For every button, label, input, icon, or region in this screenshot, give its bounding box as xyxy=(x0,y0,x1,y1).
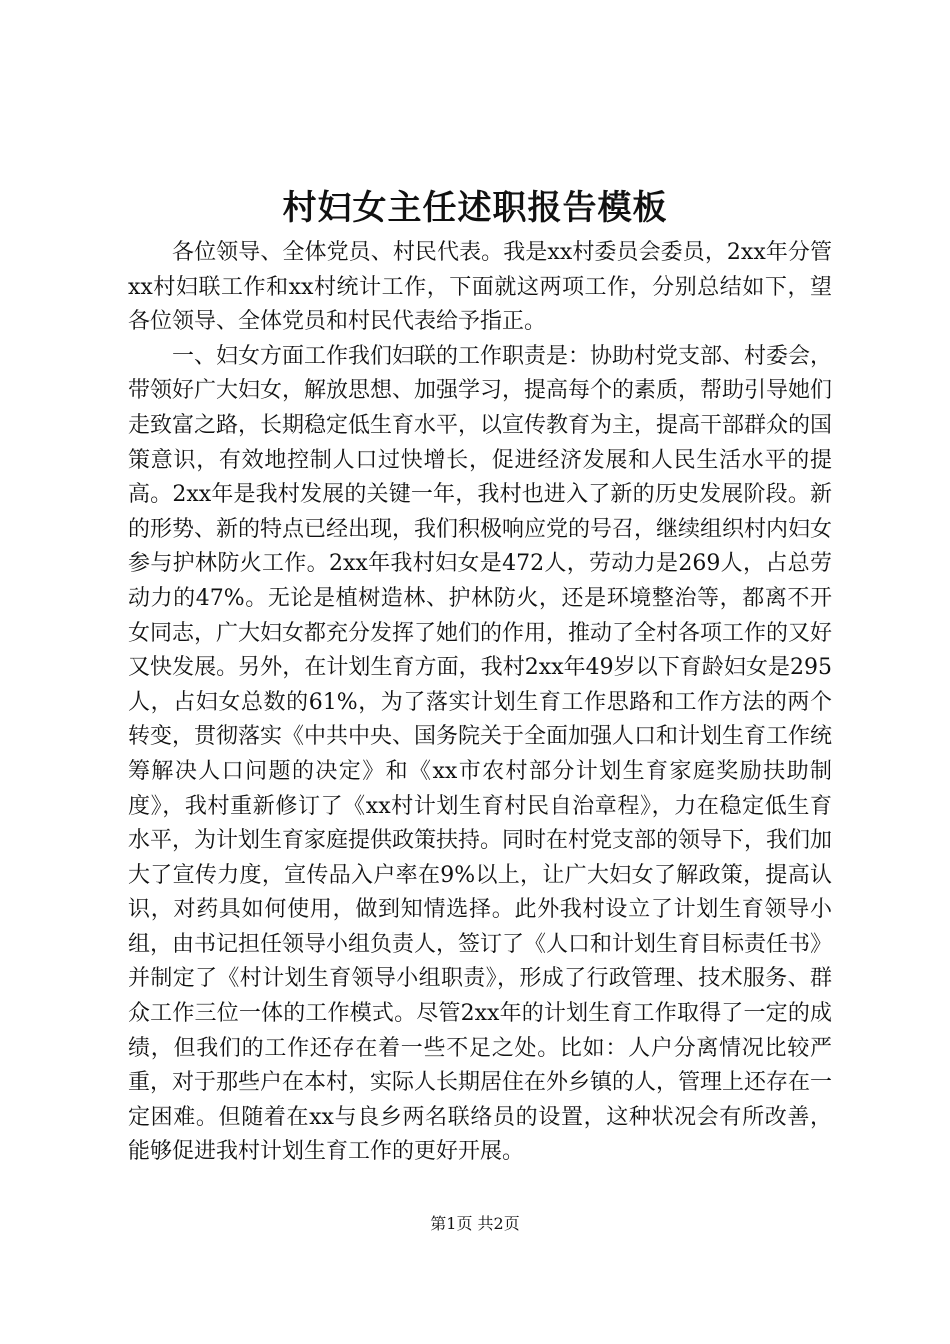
paragraph-women-work: 一、妇女方面工作我们妇联的工作职责是：协助村党支部、村委会，带领好广大妇女，解放思想、加强学习，提高每个的素质，帮助引导她们走致富之路，长期稳定低生育水平，以宣传教育为主，提高干部群众的国策意识，有效地控制人口过快增长，促进经济发展和人民生活水平的提高。2xx年是我村发展的关键一年，我村也进入了新的历史发展阶段。新的形势、新的特点已经出现，我们积极响应党的号召，继续组织村内妇女参与护林防火工作。2xx年我村妇女是472人，劳动力是269人，占总劳动力的47%。无论是植树造林、护林防火，还是环境整治等，都离不开女同志，广大妇女都充分发挥了她们的作用，推动了全村各项工作的又好又快发展。另外，在计划生育方面，我村2xx年49岁以下育龄妇女是295人，占妇女总数的61%，为了落实计划生育工作思路和工作方法的两个转变，贯彻落实《中共中央、国务院关于全面加强人口和计划生育工作统筹解决人口问题的决定》和《xx市农村部分计划生育家庭奖励扶助制度》，我村重新修订了《xx村计划生育村民自治章程》，力在稳定低生育水平，为计划生育家庭提供政策扶持。同时在村党支部的领导下，我们加大了宣传力度，宣传品入户率在9%以上，让广大妇女了解政策，提高认识，对药具如何使用，做到知情选择。此外我村设立了计划生育领导小组，由书记担任领导小组负责人，签订了《人口和计划生育目标责任书》并制定了《村计划生育领导小组职责》，形成了行政管理、技术服务、群众工作三位一体的工作模式。尽管2xx年的计划生育工作取得了一定的成绩，但我们的工作还存在着一些不足之处。比如：人户分离情况比较严重，对于那些户在本村，实际人长期居住在外乡镇的人，管理上还存在一定困难。但随着在xx与良乡两名联络员的设置，这种状况会有所改善，能够促进我村计划生育工作的更好开展。 xyxy=(128,343,833,1165)
document-body xyxy=(128,236,832,1170)
paragraph-greeting: 各位领导、全体党员、村民代表。我是xx村委员会委员，2xx年分管xx村妇联工作和xx村统计工作，下面就这两项工作，分别总结如下，望各位领导、全体党员和村民代表给予指正。 xyxy=(128,240,832,335)
document-title: 村妇女主任述职报告模板 xyxy=(282,188,668,228)
page-number-footer: 第1页 共2页 xyxy=(430,1214,520,1233)
